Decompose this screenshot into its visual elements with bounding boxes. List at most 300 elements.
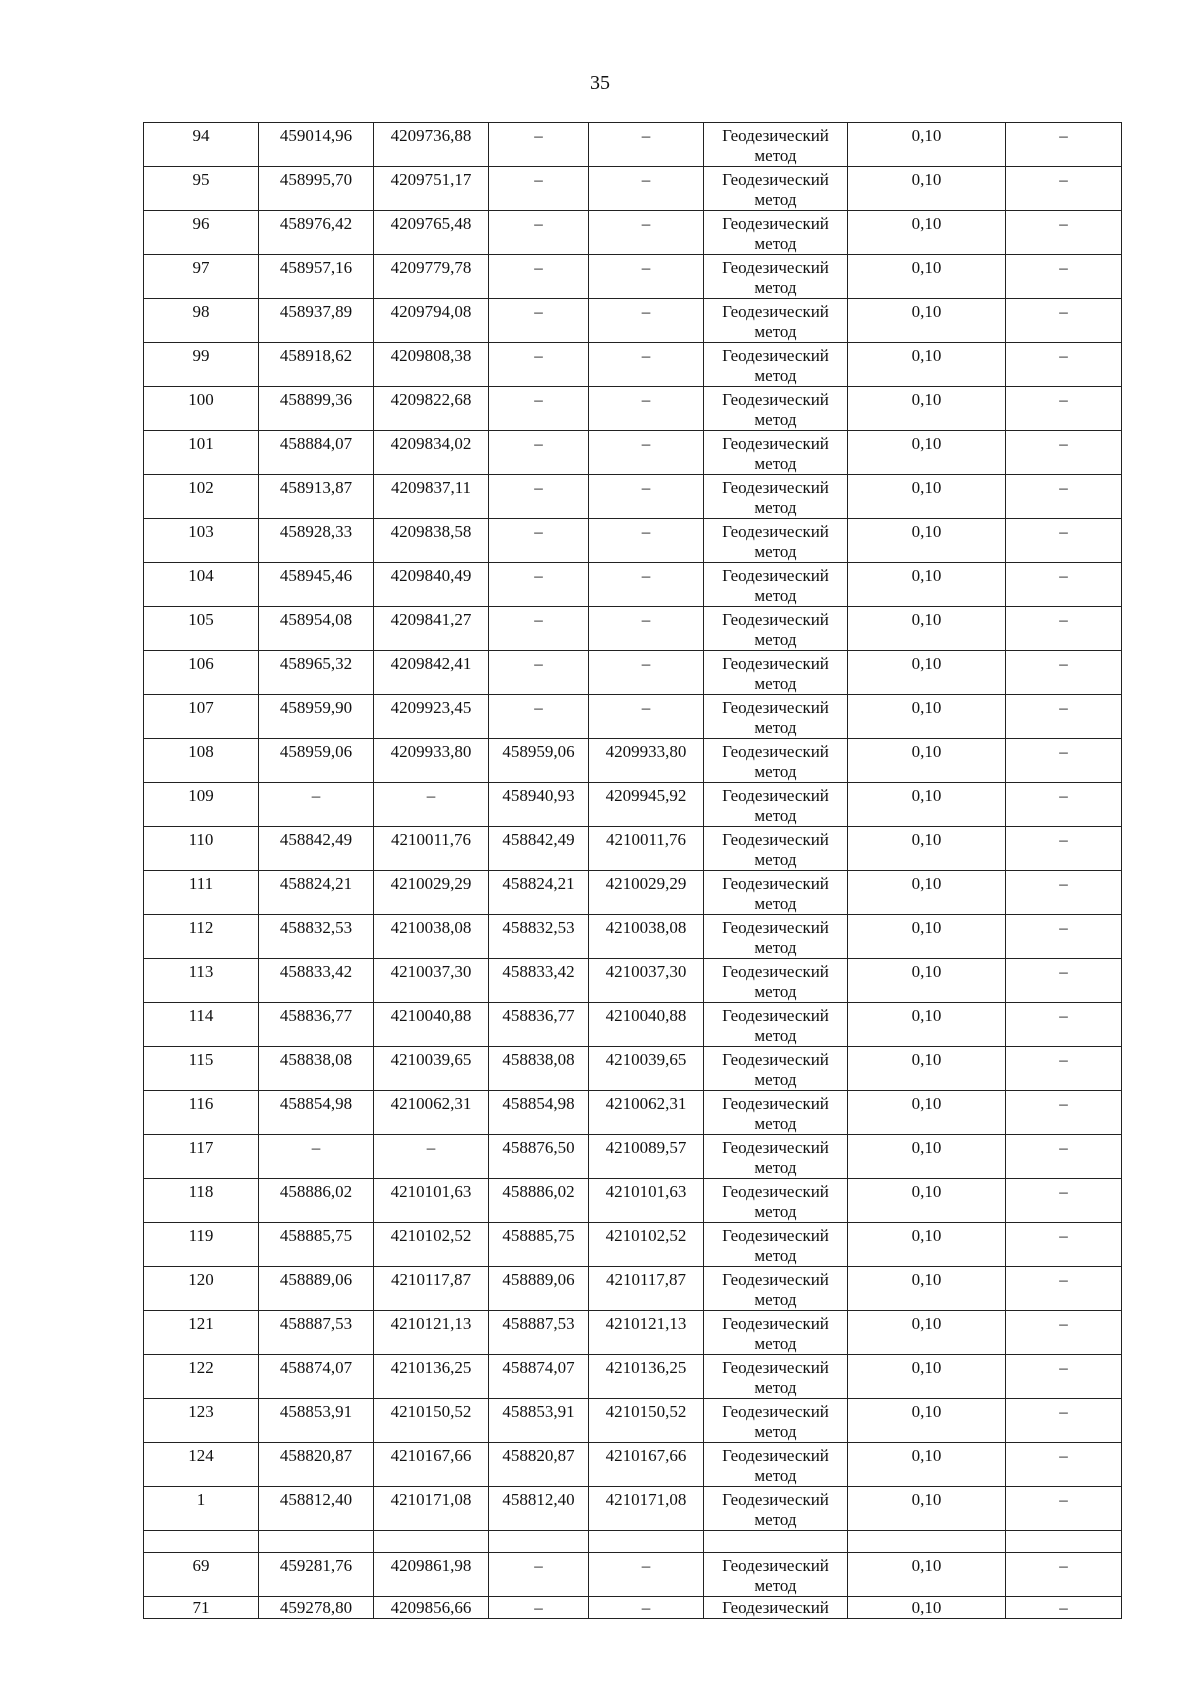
table-row bbox=[144, 1597, 1122, 1619]
cell-y-new: 4210062,31 bbox=[589, 1091, 704, 1135]
cell-y-existing: 4209838,58 bbox=[374, 519, 489, 563]
cell-point-number: 124 bbox=[144, 1443, 259, 1487]
cell-y-existing: 4210011,76 bbox=[374, 827, 489, 871]
cell-point-number: 118 bbox=[144, 1179, 259, 1223]
cell-y-new: – bbox=[589, 255, 704, 299]
cell-method: Геодезический метод bbox=[704, 167, 848, 211]
cell-note: – bbox=[1006, 1091, 1122, 1135]
cell-x-existing: 458959,90 bbox=[259, 695, 374, 739]
cell-point-number: 115 bbox=[144, 1047, 259, 1091]
table-row bbox=[144, 431, 1122, 475]
cell-note: – bbox=[1006, 167, 1122, 211]
cell-accuracy: 0,10 bbox=[848, 1399, 1006, 1443]
cell-note: – bbox=[1006, 1487, 1122, 1531]
cell-accuracy: 0,10 bbox=[848, 211, 1006, 255]
table-row bbox=[144, 1135, 1122, 1179]
cell-x-new: – bbox=[489, 299, 589, 343]
cell-x-existing: 458836,77 bbox=[259, 1003, 374, 1047]
cell-x-new: 458876,50 bbox=[489, 1135, 589, 1179]
cell-note: – bbox=[1006, 871, 1122, 915]
cell-accuracy: 0,10 bbox=[848, 871, 1006, 915]
cell-note: – bbox=[1006, 1047, 1122, 1091]
cell-note: – bbox=[1006, 123, 1122, 167]
cell-y-existing: 4210062,31 bbox=[374, 1091, 489, 1135]
cell-note: – bbox=[1006, 255, 1122, 299]
cell-point-number bbox=[144, 1531, 259, 1553]
cell-method: Геодезический метод bbox=[704, 563, 848, 607]
cell-y-existing: 4209794,08 bbox=[374, 299, 489, 343]
cell-method: Геодезический метод bbox=[704, 827, 848, 871]
table-row bbox=[144, 1487, 1122, 1531]
table-row bbox=[144, 783, 1122, 827]
cell-method: Геодезический метод bbox=[704, 387, 848, 431]
cell-x-existing: 458874,07 bbox=[259, 1355, 374, 1399]
cell-x-existing: 458853,91 bbox=[259, 1399, 374, 1443]
table-row bbox=[144, 563, 1122, 607]
table-row bbox=[144, 651, 1122, 695]
cell-x-existing: 458959,06 bbox=[259, 739, 374, 783]
cell-y-existing: 4210167,66 bbox=[374, 1443, 489, 1487]
cell-accuracy: 0,10 bbox=[848, 1135, 1006, 1179]
cell-y-new: 4210029,29 bbox=[589, 871, 704, 915]
cell-note: – bbox=[1006, 783, 1122, 827]
cell-method: Геодезический метод bbox=[704, 519, 848, 563]
cell-x-existing: 458833,42 bbox=[259, 959, 374, 1003]
cell-y-existing bbox=[374, 1531, 489, 1553]
table-row bbox=[144, 1003, 1122, 1047]
table-row bbox=[144, 871, 1122, 915]
cell-x-new: – bbox=[489, 651, 589, 695]
cell-y-new: 4210101,63 bbox=[589, 1179, 704, 1223]
table-row bbox=[144, 1179, 1122, 1223]
cell-accuracy: 0,10 bbox=[848, 431, 1006, 475]
table-row bbox=[144, 299, 1122, 343]
cell-accuracy: 0,10 bbox=[848, 695, 1006, 739]
cell-point-number: 102 bbox=[144, 475, 259, 519]
cell-method: Геодезический метод bbox=[704, 1443, 848, 1487]
cell-note: – bbox=[1006, 1223, 1122, 1267]
cell-y-new: 4210011,76 bbox=[589, 827, 704, 871]
cell-note: – bbox=[1006, 299, 1122, 343]
cell-x-existing: 458842,49 bbox=[259, 827, 374, 871]
cell-y-new: 4210117,87 bbox=[589, 1267, 704, 1311]
cell-point-number: 71 bbox=[144, 1597, 259, 1619]
cell-note: – bbox=[1006, 651, 1122, 695]
cell-accuracy: 0,10 bbox=[848, 783, 1006, 827]
cell-point-number: 114 bbox=[144, 1003, 259, 1047]
cell-y-existing: 4209837,11 bbox=[374, 475, 489, 519]
cell-x-new: – bbox=[489, 387, 589, 431]
table-row bbox=[144, 211, 1122, 255]
cell-point-number: 109 bbox=[144, 783, 259, 827]
cell-x-new: – bbox=[489, 563, 589, 607]
cell-y-new: 4210102,52 bbox=[589, 1223, 704, 1267]
cell-y-existing: 4210101,63 bbox=[374, 1179, 489, 1223]
cell-y-existing: 4209840,49 bbox=[374, 563, 489, 607]
cell-x-existing: 458918,62 bbox=[259, 343, 374, 387]
cell-x-existing: 458995,70 bbox=[259, 167, 374, 211]
cell-note: – bbox=[1006, 431, 1122, 475]
cell-point-number: 120 bbox=[144, 1267, 259, 1311]
cell-x-new: – bbox=[489, 475, 589, 519]
cell-method: Геодезический метод bbox=[704, 431, 848, 475]
cell-x-new: – bbox=[489, 695, 589, 739]
cell-x-existing: 458812,40 bbox=[259, 1487, 374, 1531]
cell-accuracy: 0,10 bbox=[848, 299, 1006, 343]
cell-y-existing: 4210029,29 bbox=[374, 871, 489, 915]
cell-x-existing: – bbox=[259, 1135, 374, 1179]
cell-x-new: 458842,49 bbox=[489, 827, 589, 871]
cell-point-number: 117 bbox=[144, 1135, 259, 1179]
cell-method: Геодезический метод bbox=[704, 783, 848, 827]
cell-method: Геодезический метод bbox=[704, 299, 848, 343]
cell-accuracy: 0,10 bbox=[848, 607, 1006, 651]
cell-x-new: – bbox=[489, 1553, 589, 1597]
cell-note: – bbox=[1006, 1135, 1122, 1179]
cell-y-existing: 4209822,68 bbox=[374, 387, 489, 431]
cell-x-new: – bbox=[489, 431, 589, 475]
cell-x-new: – bbox=[489, 167, 589, 211]
cell-y-new: 4210150,52 bbox=[589, 1399, 704, 1443]
cell-x-existing: 458854,98 bbox=[259, 1091, 374, 1135]
cell-y-new: – bbox=[589, 167, 704, 211]
cell-x-new: 458836,77 bbox=[489, 1003, 589, 1047]
cell-accuracy: 0,10 bbox=[848, 739, 1006, 783]
cell-point-number: 106 bbox=[144, 651, 259, 695]
cell-x-existing: 458889,06 bbox=[259, 1267, 374, 1311]
table-row bbox=[144, 607, 1122, 651]
cell-method: Геодезический метод bbox=[704, 1223, 848, 1267]
cell-y-existing: 4209841,27 bbox=[374, 607, 489, 651]
table-row bbox=[144, 475, 1122, 519]
cell-y-existing: 4210102,52 bbox=[374, 1223, 489, 1267]
cell-accuracy: 0,10 bbox=[848, 1487, 1006, 1531]
cell-accuracy: 0,10 bbox=[848, 1597, 1006, 1619]
cell-accuracy: 0,10 bbox=[848, 1003, 1006, 1047]
cell-accuracy: 0,10 bbox=[848, 475, 1006, 519]
cell-x-existing: 458838,08 bbox=[259, 1047, 374, 1091]
cell-y-new: 4210038,08 bbox=[589, 915, 704, 959]
cell-accuracy: 0,10 bbox=[848, 123, 1006, 167]
cell-accuracy: 0,10 bbox=[848, 387, 1006, 431]
cell-x-new: 458812,40 bbox=[489, 1487, 589, 1531]
cell-point-number: 111 bbox=[144, 871, 259, 915]
cell-x-new: – bbox=[489, 1597, 589, 1619]
cell-accuracy: 0,10 bbox=[848, 1311, 1006, 1355]
cell-point-number: 94 bbox=[144, 123, 259, 167]
cell-x-new: 458838,08 bbox=[489, 1047, 589, 1091]
cell-method: Геодезический метод bbox=[704, 1179, 848, 1223]
cell-y-existing: 4210121,13 bbox=[374, 1311, 489, 1355]
cell-x-new: 458959,06 bbox=[489, 739, 589, 783]
cell-accuracy: 0,10 bbox=[848, 959, 1006, 1003]
table-row bbox=[144, 1531, 1122, 1553]
cell-point-number: 113 bbox=[144, 959, 259, 1003]
cell-y-new: 4209933,80 bbox=[589, 739, 704, 783]
cell-accuracy: 0,10 bbox=[848, 1091, 1006, 1135]
table-row bbox=[144, 1443, 1122, 1487]
table-row bbox=[144, 519, 1122, 563]
cell-point-number: 99 bbox=[144, 343, 259, 387]
cell-point-number: 112 bbox=[144, 915, 259, 959]
cell-y-new: – bbox=[589, 431, 704, 475]
cell-accuracy: 0,10 bbox=[848, 1047, 1006, 1091]
cell-x-existing: 458928,33 bbox=[259, 519, 374, 563]
table-row bbox=[144, 739, 1122, 783]
cell-x-new: – bbox=[489, 343, 589, 387]
cell-x-new: – bbox=[489, 211, 589, 255]
cell-method: Геодезический метод bbox=[704, 1355, 848, 1399]
cell-x-existing: 458976,42 bbox=[259, 211, 374, 255]
table-row bbox=[144, 343, 1122, 387]
cell-y-new: – bbox=[589, 299, 704, 343]
cell-note: – bbox=[1006, 695, 1122, 739]
cell-x-new: 458854,98 bbox=[489, 1091, 589, 1135]
cell-accuracy: 0,10 bbox=[848, 1355, 1006, 1399]
cell-method: Геодезический метод bbox=[704, 915, 848, 959]
cell-note: – bbox=[1006, 475, 1122, 519]
cell-y-new: – bbox=[589, 607, 704, 651]
cell-method: Геодезический метод bbox=[704, 1003, 848, 1047]
cell-y-existing: 4209751,17 bbox=[374, 167, 489, 211]
cell-x-new: 458940,93 bbox=[489, 783, 589, 827]
cell-method: Геодезический метод bbox=[704, 739, 848, 783]
cell-y-existing: 4210040,88 bbox=[374, 1003, 489, 1047]
cell-y-existing: 4210150,52 bbox=[374, 1399, 489, 1443]
cell-y-new: – bbox=[589, 387, 704, 431]
cell-x-existing: 458884,07 bbox=[259, 431, 374, 475]
cell-method: Геодезический метод bbox=[704, 255, 848, 299]
cell-y-existing: 4209856,66 bbox=[374, 1597, 489, 1619]
cell-note: – bbox=[1006, 1597, 1122, 1619]
cell-method: Геодезический метод bbox=[704, 1399, 848, 1443]
cell-x-existing: 458832,53 bbox=[259, 915, 374, 959]
cell-accuracy: 0,10 bbox=[848, 827, 1006, 871]
table-row bbox=[144, 827, 1122, 871]
cell-note: – bbox=[1006, 915, 1122, 959]
cell-x-new: 458887,53 bbox=[489, 1311, 589, 1355]
cell-x-new: 458832,53 bbox=[489, 915, 589, 959]
coordinates-table-body bbox=[144, 123, 1122, 1619]
cell-accuracy: 0,10 bbox=[848, 343, 1006, 387]
cell-y-new: 4210037,30 bbox=[589, 959, 704, 1003]
cell-method: Геодезический метод bbox=[704, 871, 848, 915]
table-row bbox=[144, 1399, 1122, 1443]
cell-note: – bbox=[1006, 1003, 1122, 1047]
cell-point-number: 1 bbox=[144, 1487, 259, 1531]
table-row bbox=[144, 915, 1122, 959]
cell-point-number: 96 bbox=[144, 211, 259, 255]
cell-accuracy: 0,10 bbox=[848, 167, 1006, 211]
cell-y-existing: 4210038,08 bbox=[374, 915, 489, 959]
cell-accuracy: 0,10 bbox=[848, 519, 1006, 563]
cell-method: Геодезический метод bbox=[704, 1135, 848, 1179]
cell-x-new: 458885,75 bbox=[489, 1223, 589, 1267]
cell-y-existing: 4209842,41 bbox=[374, 651, 489, 695]
cell-point-number: 121 bbox=[144, 1311, 259, 1355]
cell-x-new: – bbox=[489, 255, 589, 299]
cell-accuracy: 0,10 bbox=[848, 915, 1006, 959]
cell-point-number: 69 bbox=[144, 1553, 259, 1597]
cell-method: Геодезический метод bbox=[704, 211, 848, 255]
table-row bbox=[144, 1311, 1122, 1355]
cell-x-new bbox=[489, 1531, 589, 1553]
cell-y-new: – bbox=[589, 1597, 704, 1619]
cell-method: Геодезический метод bbox=[704, 475, 848, 519]
cell-y-new: 4210040,88 bbox=[589, 1003, 704, 1047]
cell-y-new: – bbox=[589, 563, 704, 607]
cell-y-existing: 4209765,48 bbox=[374, 211, 489, 255]
cell-x-existing: 458886,02 bbox=[259, 1179, 374, 1223]
table-row bbox=[144, 387, 1122, 431]
cell-y-new: – bbox=[589, 343, 704, 387]
cell-point-number: 116 bbox=[144, 1091, 259, 1135]
cell-point-number: 107 bbox=[144, 695, 259, 739]
cell-y-existing: 4209923,45 bbox=[374, 695, 489, 739]
cell-x-existing: 458957,16 bbox=[259, 255, 374, 299]
cell-x-existing: 458824,21 bbox=[259, 871, 374, 915]
cell-method: Геодезический bbox=[704, 1597, 848, 1619]
cell-y-existing: 4210117,87 bbox=[374, 1267, 489, 1311]
table-row bbox=[144, 1047, 1122, 1091]
cell-y-existing: 4209933,80 bbox=[374, 739, 489, 783]
table-row bbox=[144, 167, 1122, 211]
cell-method: Геодезический метод bbox=[704, 1311, 848, 1355]
cell-note: – bbox=[1006, 1443, 1122, 1487]
cell-method: Геодезический метод bbox=[704, 1267, 848, 1311]
cell-y-new: 4210136,25 bbox=[589, 1355, 704, 1399]
cell-note: – bbox=[1006, 563, 1122, 607]
cell-accuracy: 0,10 bbox=[848, 1443, 1006, 1487]
cell-x-existing: 458965,32 bbox=[259, 651, 374, 695]
cell-method: Геодезический метод bbox=[704, 959, 848, 1003]
cell-y-new: 4210167,66 bbox=[589, 1443, 704, 1487]
cell-y-existing: 4210039,65 bbox=[374, 1047, 489, 1091]
cell-note: – bbox=[1006, 1267, 1122, 1311]
cell-x-new: – bbox=[489, 123, 589, 167]
cell-method: Геодезический метод bbox=[704, 651, 848, 695]
table-row bbox=[144, 255, 1122, 299]
cell-note: – bbox=[1006, 1355, 1122, 1399]
cell-x-new: – bbox=[489, 519, 589, 563]
cell-x-new: 458833,42 bbox=[489, 959, 589, 1003]
cell-x-new: 458853,91 bbox=[489, 1399, 589, 1443]
cell-point-number: 97 bbox=[144, 255, 259, 299]
cell-y-new: – bbox=[589, 211, 704, 255]
cell-point-number: 119 bbox=[144, 1223, 259, 1267]
table-row bbox=[144, 695, 1122, 739]
cell-method: Геодезический метод bbox=[704, 607, 848, 651]
table-row bbox=[144, 1223, 1122, 1267]
cell-y-existing: 4210136,25 bbox=[374, 1355, 489, 1399]
cell-y-new bbox=[589, 1531, 704, 1553]
cell-note: – bbox=[1006, 211, 1122, 255]
cell-note: – bbox=[1006, 959, 1122, 1003]
cell-point-number: 110 bbox=[144, 827, 259, 871]
cell-point-number: 103 bbox=[144, 519, 259, 563]
cell-x-existing: 459278,80 bbox=[259, 1597, 374, 1619]
cell-method bbox=[704, 1531, 848, 1553]
cell-x-existing: 458820,87 bbox=[259, 1443, 374, 1487]
cell-note: – bbox=[1006, 607, 1122, 651]
cell-y-existing: – bbox=[374, 783, 489, 827]
cell-note: – bbox=[1006, 343, 1122, 387]
cell-x-new: 458886,02 bbox=[489, 1179, 589, 1223]
cell-note: – bbox=[1006, 519, 1122, 563]
cell-point-number: 122 bbox=[144, 1355, 259, 1399]
cell-x-existing bbox=[259, 1531, 374, 1553]
table-row bbox=[144, 1355, 1122, 1399]
cell-point-number: 105 bbox=[144, 607, 259, 651]
cell-note: – bbox=[1006, 1311, 1122, 1355]
cell-accuracy: 0,10 bbox=[848, 563, 1006, 607]
cell-accuracy: 0,10 bbox=[848, 1553, 1006, 1597]
cell-x-existing: 459281,76 bbox=[259, 1553, 374, 1597]
cell-point-number: 104 bbox=[144, 563, 259, 607]
coordinates-table bbox=[143, 122, 1122, 1619]
cell-point-number: 101 bbox=[144, 431, 259, 475]
cell-method: Геодезический метод bbox=[704, 1553, 848, 1597]
cell-y-new: – bbox=[589, 475, 704, 519]
cell-x-existing: 458899,36 bbox=[259, 387, 374, 431]
cell-y-existing: 4209736,88 bbox=[374, 123, 489, 167]
cell-method: Геодезический метод bbox=[704, 695, 848, 739]
cell-note: – bbox=[1006, 739, 1122, 783]
cell-point-number: 108 bbox=[144, 739, 259, 783]
cell-accuracy: 0,10 bbox=[848, 1223, 1006, 1267]
cell-note: – bbox=[1006, 1399, 1122, 1443]
cell-y-existing: 4209779,78 bbox=[374, 255, 489, 299]
cell-y-existing: 4210037,30 bbox=[374, 959, 489, 1003]
cell-y-existing: 4209834,02 bbox=[374, 431, 489, 475]
cell-y-new: – bbox=[589, 519, 704, 563]
cell-x-new: 458824,21 bbox=[489, 871, 589, 915]
cell-accuracy bbox=[848, 1531, 1006, 1553]
cell-method: Геодезический метод bbox=[704, 1091, 848, 1135]
cell-note: – bbox=[1006, 387, 1122, 431]
cell-method: Геодезический метод bbox=[704, 123, 848, 167]
cell-y-new: 4210171,08 bbox=[589, 1487, 704, 1531]
cell-method: Геодезический метод bbox=[704, 343, 848, 387]
cell-note: – bbox=[1006, 1179, 1122, 1223]
cell-method: Геодезический метод bbox=[704, 1487, 848, 1531]
cell-x-new: 458874,07 bbox=[489, 1355, 589, 1399]
cell-accuracy: 0,10 bbox=[848, 255, 1006, 299]
cell-y-new: 4210089,57 bbox=[589, 1135, 704, 1179]
cell-x-new: 458820,87 bbox=[489, 1443, 589, 1487]
cell-y-new: 4210039,65 bbox=[589, 1047, 704, 1091]
cell-note: – bbox=[1006, 827, 1122, 871]
cell-y-new: – bbox=[589, 1553, 704, 1597]
cell-x-new: 458889,06 bbox=[489, 1267, 589, 1311]
cell-x-existing: 458945,46 bbox=[259, 563, 374, 607]
table-row bbox=[144, 1553, 1122, 1597]
table-row bbox=[144, 1091, 1122, 1135]
cell-y-new: – bbox=[589, 123, 704, 167]
cell-x-existing: – bbox=[259, 783, 374, 827]
cell-y-existing: 4209861,98 bbox=[374, 1553, 489, 1597]
cell-x-existing: 458887,53 bbox=[259, 1311, 374, 1355]
cell-x-existing: 458954,08 bbox=[259, 607, 374, 651]
cell-point-number: 95 bbox=[144, 167, 259, 211]
page-number: 35 bbox=[590, 72, 610, 94]
cell-y-existing: 4210171,08 bbox=[374, 1487, 489, 1531]
cell-y-new: 4210121,13 bbox=[589, 1311, 704, 1355]
cell-y-existing: 4209808,38 bbox=[374, 343, 489, 387]
table-row bbox=[144, 123, 1122, 167]
cell-x-existing: 458913,87 bbox=[259, 475, 374, 519]
table-row bbox=[144, 1267, 1122, 1311]
